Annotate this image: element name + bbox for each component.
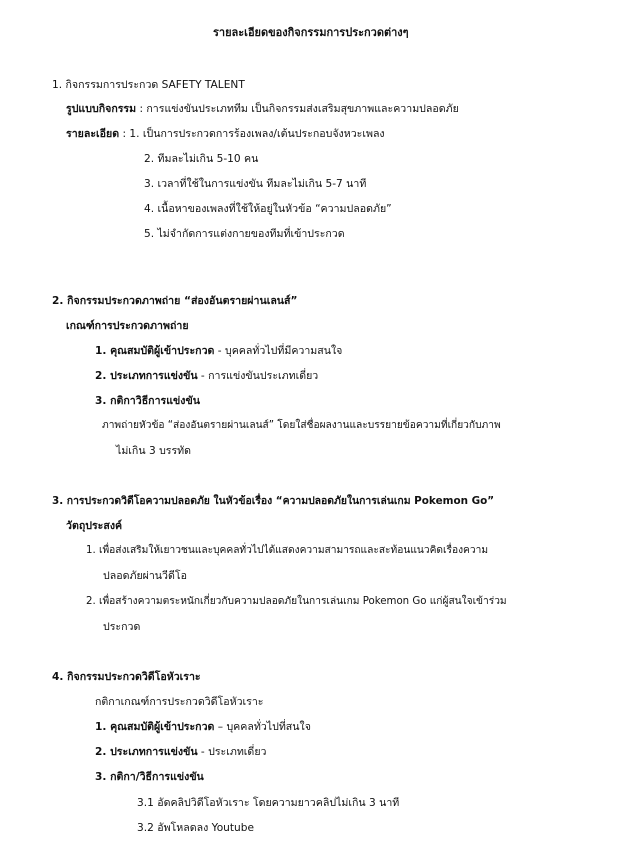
- section-1-heading: 1. กิจกรรมการประกวด SAFETY TALENT: [52, 79, 245, 91]
- item-value: - ประเภทเดี่ยว: [197, 746, 267, 758]
- objective-2-line-1: 2. เพื่อสร้างความตระหนักเกี่ยวกับความปลอดภัยในการเล่นเกม Pokemon Go แก่ผู้สนใจเข้าร่วม: [86, 596, 507, 607]
- section-4-sub-2: 3.2 อัพโหลดลง Youtube: [137, 822, 255, 834]
- section-1-format: [66, 103, 459, 116]
- objective-1-line-2: ปลอดภัยผ่านวีดีโอ: [103, 570, 187, 582]
- item-label: 2. ประเภทการแข่งขัน: [95, 370, 198, 382]
- section-3-objectives: วัตถุประสงค์: [66, 520, 123, 532]
- format-value: : การแข่งขันประเภททีม เป็นกิจกรรมส่งเสริมสุขภาพและความปลอดภัย: [136, 103, 459, 115]
- detail-item: 3. เวลาที่ใช้ในการแข่งขัน ทีมละไม่เกิน 5-7 นาที: [144, 178, 367, 190]
- section-4-item-1: [95, 721, 311, 734]
- item-value: - การแข่งขันประเภทเดี่ยว: [197, 370, 319, 382]
- item-label: 2. ประเภทการแข่งขัน: [95, 746, 198, 758]
- section-4-heading: 4. กิจกรรมประกวดวิดีโอหัวเราะ: [52, 671, 201, 683]
- detail-item: 2. ทีมละไม่เกิน 5-10 คน: [144, 153, 259, 165]
- detail-item: 5. ไม่จำกัดการแต่งกายของทีมที่เข้าประกวด: [144, 228, 345, 240]
- detail-item: 4. เนื้อหาของเพลงที่ใช้ให้อยู่ในหัวข้อ “ความปลอดภัย”: [144, 203, 392, 215]
- objective-1-line-1: 1. เพื่อส่งเสริมให้เยาวชนและบุคคลทั่วไปได้แสดงความสามารถและสะท้อนแนวคิดเรื่องความ: [86, 545, 489, 556]
- section-4-item-2: [95, 746, 266, 759]
- section-2-rule-line-2: ไม่เกิน 3 บรรทัด: [116, 445, 192, 457]
- item-value: - บุคคลทั่วไปที่มีความสนใจ: [214, 345, 343, 357]
- section-1-detail-first: [66, 128, 385, 141]
- section-4-item-3: 3. กติกา/วิธีการแข่งขัน: [95, 771, 204, 783]
- section-2-item-1: [95, 345, 342, 358]
- section-2-heading: 2. กิจกรรมประกวดภาพถ่าย “ส่องอันตรายผ่านเลนส์”: [52, 295, 298, 307]
- item-label: 1. คุณสมบัติผู้เข้าประกวด: [95, 721, 215, 733]
- item-label: 1. คุณสมบัติผู้เข้าประกวด: [95, 345, 215, 357]
- section-3-heading: 3. การประกวดวิดีโอความปลอดภัย ในหัวข้อเรื่อง “ความปลอดภัยในการเล่นเกม Pokemon Go”: [52, 495, 495, 507]
- section-4-criteria: กติกาเกณฑ์การประกวดวิดีโอหัวเราะ: [95, 696, 264, 708]
- section-2-item-2: [95, 370, 318, 383]
- detail-first-value: : 1. เป็นการประกวดการร้องเพลง/เต้นประกอบจังหวะเพลง: [119, 128, 385, 140]
- section-2-item-3: 3. กติกาวิธีการแข่งขัน: [95, 395, 200, 407]
- section-2-criteria: เกณฑ์การประกวดภาพถ่าย: [66, 320, 189, 332]
- detail-label: รายละเอียด: [66, 128, 120, 140]
- section-2-rule-line-1: ภาพถ่ายหัวข้อ “ส่องอันตรายผ่านเลนส์” โดยใส่ชื่อผลงานและบรรยายข้อความที่เกี่ยวกับภาพ: [102, 420, 501, 431]
- item-value: – บุคคลทั่วไปที่สนใจ: [214, 721, 311, 733]
- section-4-sub-1: 3.1 อัดคลิปวิดีโอหัวเราะ โดยความยาวคลิปไม่เกิน 3 นาที: [137, 797, 400, 809]
- format-label: รูปแบบกิจกรรม: [66, 103, 137, 115]
- objective-2-line-2: ประกวด: [103, 621, 141, 633]
- page-title: รายละเอียดของกิจกรรมการประกวดต่างๆ: [213, 26, 409, 39]
